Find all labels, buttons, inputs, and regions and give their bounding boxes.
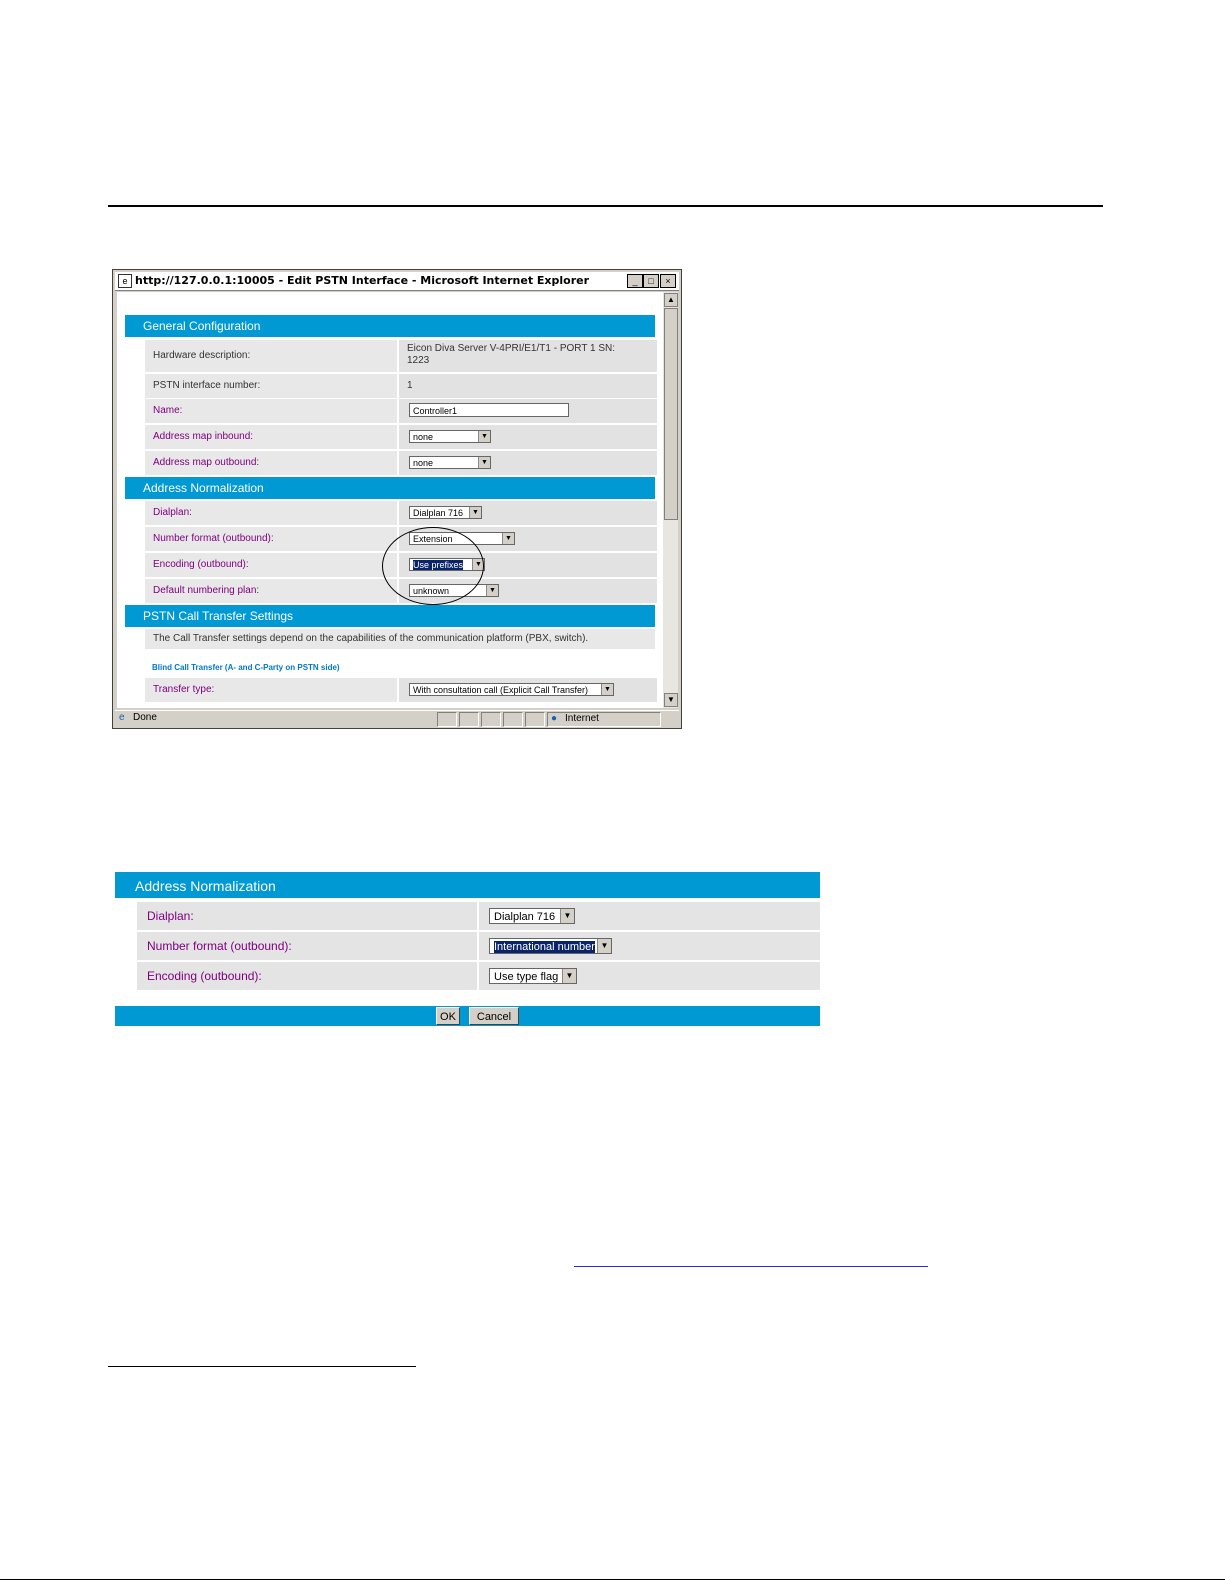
encoding-label: Encoding (outbound): [153,559,249,570]
page-content [117,292,663,708]
transfer-type-cell [397,678,657,702]
scroll-up-icon[interactable]: ▲ [664,293,678,307]
chevron-down-icon: ▼ [478,431,490,442]
map-outbound-label: Address map outbound: [153,457,260,468]
map-outbound-select[interactable] [409,456,491,469]
map-inbound-cell [397,425,657,449]
pstn-number-row [145,374,655,398]
address-normalization-panel [113,872,820,1030]
chevron-down-icon: ▼ [469,507,481,518]
transfer-type-row [145,678,655,702]
name-input[interactable]: Controller1 [409,403,569,417]
vertical-scrollbar[interactable] [663,292,678,708]
status-bar [115,710,679,727]
zone-text: Internet [565,713,599,724]
chevron-down-icon: ▼ [560,909,574,923]
highlight-circle [382,527,484,605]
map-outbound-row [145,451,655,475]
panel2-number-format-value: International number [494,941,595,953]
panel2-encoding-row [137,962,818,990]
pstn-number-label: PSTN interface number: [153,380,261,391]
panel2-footer [115,1006,820,1026]
hardware-value-line2: 1223 [407,355,430,366]
panel2-dialplan-value: Dialplan 716 [494,911,556,923]
chevron-down-icon: ▼ [478,457,490,468]
panel2-header: Address Normalization [115,872,820,898]
name-row [145,399,655,423]
hardware-label: Hardware description: [153,350,251,361]
chevron-down-icon: ▼ [486,585,498,596]
panel2-number-format-select[interactable] [489,938,612,954]
dialplan-cell [397,501,657,525]
blind-transfer-subheading: Blind Call Transfer (A- and C-Party on PSTN side) [152,663,340,672]
numbering-plan-value: unknown [413,586,450,596]
chevron-down-icon: ▼ [597,939,611,953]
numbering-plan-label: Default numbering plan: [153,585,260,596]
scroll-thumb[interactable] [664,308,678,520]
map-inbound-value: none [413,432,434,442]
hardware-value-cell [397,340,657,372]
panel2-dialplan-label: Dialplan: [147,909,194,923]
ie-page-icon: e [118,274,132,288]
hyperlink-underline[interactable] [574,1266,928,1267]
map-inbound-select[interactable] [409,430,491,443]
dialplan-value: Dialplan 716 [413,508,464,518]
name-label: Name: [153,405,183,416]
window-title: http://127.0.0.1:10005 - Edit PSTN Interface - Microsoft Internet Explorer [135,274,590,287]
number-format-label: Number format (outbound): [153,533,274,544]
dialplan-label: Dialplan: [153,507,192,518]
minimize-icon[interactable]: _ [627,274,643,288]
panel2-encoding-label: Encoding (outbound): [147,969,262,983]
general-config-header: General Configuration [125,315,655,337]
chevron-down-icon: ▼ [601,684,613,695]
chevron-down-icon: ▼ [472,559,484,570]
pstn-number-cell [397,374,657,398]
ok-button[interactable]: OK [436,1007,460,1025]
pstn-number-value: 1 [407,380,413,391]
panel2-number-format-row [137,932,818,960]
transfer-type-select[interactable] [409,683,614,696]
number-format-value: Extension [413,534,453,544]
status-cell [481,712,501,727]
name-cell [397,399,657,423]
panel2-dialplan-cell [477,902,820,930]
panel2-encoding-cell [477,962,820,990]
address-normalization-header: Address Normalization [125,477,655,499]
status-text: Done [133,712,157,723]
transfer-type-label: Transfer type: [153,684,215,695]
cancel-button[interactable]: Cancel [469,1007,519,1025]
panel2-dialplan-row [137,902,818,930]
status-cell [503,712,523,727]
map-outbound-value: none [413,458,434,468]
window-titlebar [115,272,679,291]
transfer-type-value: With consultation call (Explicit Call Transfer) [413,685,589,695]
status-cell [459,712,479,727]
call-transfer-header: PSTN Call Transfer Settings [125,605,655,627]
encoding-value: Use prefixes [413,560,464,570]
panel2-encoding-select[interactable] [489,968,577,984]
status-cell [525,712,545,727]
scroll-down-icon[interactable]: ▼ [664,693,678,707]
ie-window [112,269,682,729]
chevron-down-icon: ▼ [562,969,576,983]
globe-icon: ● [551,713,558,724]
dialplan-row [145,501,655,525]
ie-status-icon: e [119,712,125,723]
maximize-icon[interactable]: □ [643,274,659,288]
chevron-down-icon: ▼ [502,533,514,544]
hardware-value-line1: Eicon Diva Server V-4PRI/E1/T1 - PORT 1 SN: [407,343,616,354]
page-bottom-rule [0,1579,1225,1580]
panel2-number-format-label: Number format (outbound): [147,939,292,953]
map-inbound-label: Address map inbound: [153,431,254,442]
close-icon[interactable]: × [660,274,676,288]
hardware-row [145,340,655,372]
map-inbound-row [145,425,655,449]
panel2-encoding-value: Use type flag [494,971,559,983]
map-outbound-cell [397,451,657,475]
zone-cell [547,712,661,727]
call-transfer-info: The Call Transfer settings depend on the capabilities of the communication platform (PBX, switch). [145,629,655,649]
dialplan-select[interactable] [409,506,482,519]
panel2-dialplan-select[interactable] [489,908,575,924]
footnote-separator [108,1366,416,1367]
panel2-number-format-cell [477,932,820,960]
section-rule-top [108,205,1103,207]
status-cell [437,712,457,727]
